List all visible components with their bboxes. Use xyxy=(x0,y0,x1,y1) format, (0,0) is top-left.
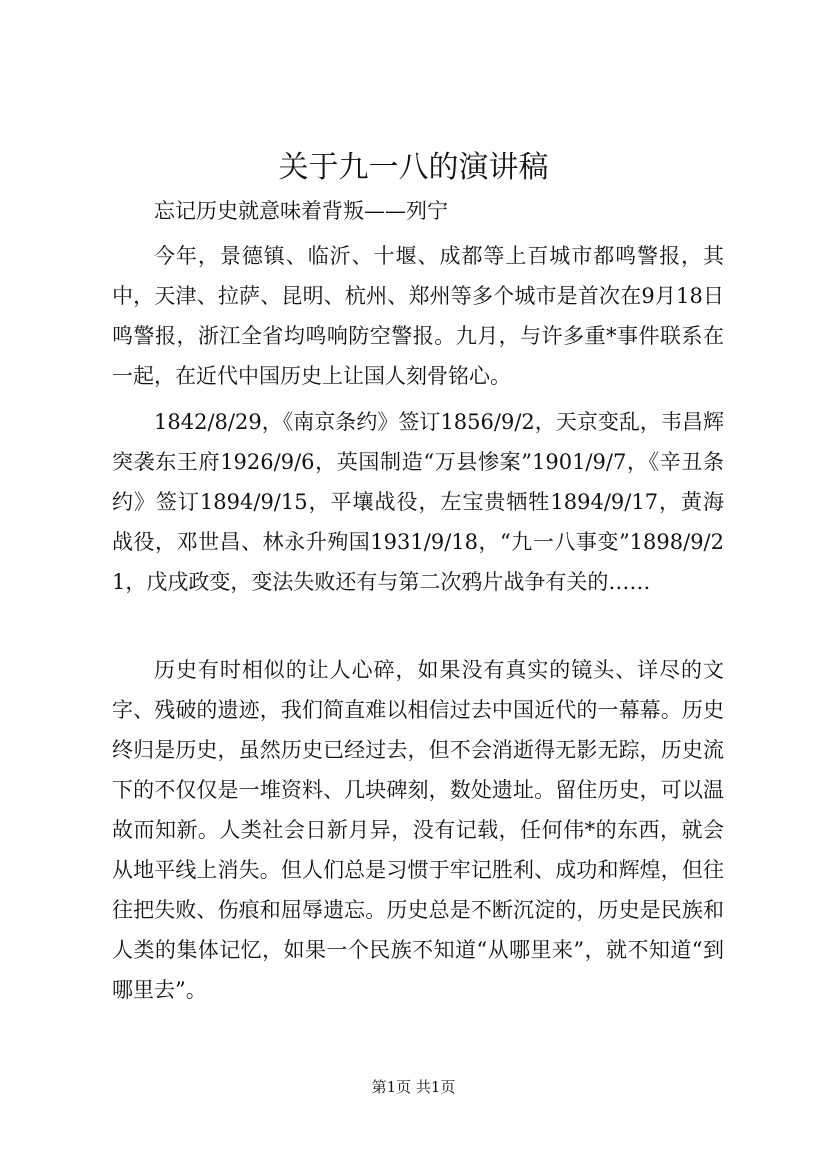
paragraph-1: 今年，景德镇、临沂、十堰、成都等上百城市都鸣警报，其中，天津、拉萨、昆明、杭州、郑州等多个城市是首次在9月18日鸣警报，浙江全省均鸣响防空警报。九月，与许多重*事件联系在一起，在近代中国历史上让国人刻骨铭心。 xyxy=(112,244,724,388)
paragraph-2: 1842/8/29，《南京条约》签订1856/9/2，天京变乱，韦昌辉突袭东王府1926/9/6，英国制造“万县惨案”1901/9/7，《辛丑条约》签订1894/9/15，平壤战役，左宝贵牺牲1894/9/17，黄海战役，邓世昌、林永升殉国1931/9/18，“九一八事变”1898/9/21，戊戌政变，变法失败还有与第二次鸦片战争有关的…… xyxy=(112,410,724,594)
epigraph: 忘记历史就意味着背叛——列宁 xyxy=(154,199,448,223)
paragraph-3: 历史有时相似的让人心碎，如果没有真实的镜头、详尽的文字、残破的遗迹，我们简直难以相信过去中国近代的一幕幕。历史终归是历史，虽然历史已经过去，但不会消逝得无影无踪，历史流下的不仅仅是一堆资料、几块碑刻，数处遗址。留住历史，可以温故而知新。人类社会日新月异，没有记载，任何伟*的东西，就会从地平线上消失。但人们总是习惯于牢记胜利、成功和辉煌，但往往把失败、伤痕和屈辱遗忘。历史总是不断沉淀的，历史是民族和人类的集体记忆，如果一个民族不知道“从哪里来”，就不知道“到哪里去”。 xyxy=(112,658,724,1002)
document-title: 关于九一八的演讲稿 xyxy=(278,150,549,185)
page-number-footer: 第1页 共1页 xyxy=(371,1078,456,1096)
